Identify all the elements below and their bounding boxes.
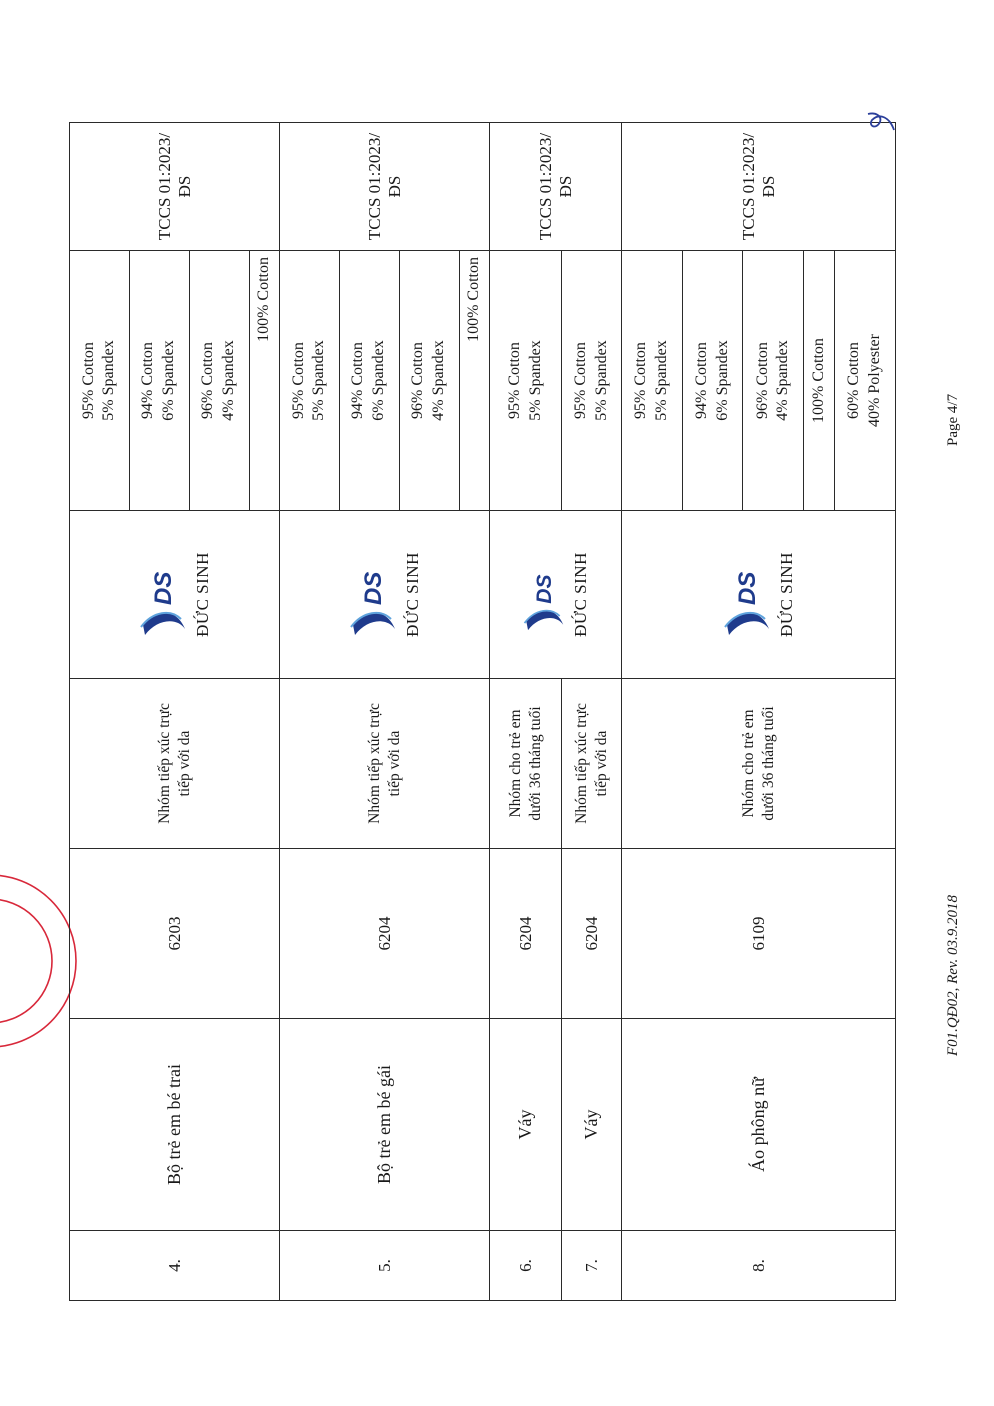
brand-cell: [70, 511, 280, 679]
product-group-line: Nhóm tiếp xúc trực: [366, 703, 384, 824]
composition-item: 96% Cotton 4% Spandex: [189, 251, 249, 510]
brand-name: ĐỨC SINH: [570, 552, 590, 637]
composition-item: 100% Cotton: [464, 257, 482, 342]
product-group-line: Nhóm tiếp xúc trực: [573, 703, 591, 824]
product-name: Bộ trẻ em bé gái: [280, 1019, 490, 1231]
signature-mark: [860, 106, 900, 136]
composition-cell: [562, 251, 622, 511]
ds-logo-icon: [521, 555, 565, 635]
product-group-line: tiếp với da: [592, 730, 610, 797]
standard: TCCS 01:2023/ĐS: [70, 123, 280, 251]
product-name: Áo phông nữ: [622, 1019, 896, 1231]
product-name: Váy: [490, 1019, 562, 1231]
standard: TCCS 01:2023/ĐS: [280, 123, 490, 251]
row-number: 5.: [280, 1231, 490, 1301]
composition-list: [622, 251, 895, 510]
product-group-line: tiếp với da: [385, 730, 403, 797]
ds-logo-icon: [137, 550, 187, 640]
hs-code: 6109: [622, 849, 896, 1019]
product-group: [562, 679, 622, 849]
row-number: 4.: [70, 1231, 280, 1301]
product-group: [490, 679, 562, 849]
composition-cell: [622, 251, 896, 511]
ds-logo-icon: [347, 550, 397, 640]
product-group: [70, 679, 280, 849]
product-group: [622, 679, 896, 849]
row-number: 8.: [622, 1231, 896, 1301]
standard: TCCS 01:2023/ĐS: [622, 123, 896, 251]
composition-item: 94% Cotton 6% Spandex: [129, 251, 189, 510]
table-row: [280, 123, 490, 1301]
composition-item: 94% Cotton 6% Spandex: [339, 251, 399, 510]
table-row: [490, 123, 562, 1301]
composition-item: 95% Cotton 5% Spandex: [70, 251, 129, 510]
hs-code: 6204: [490, 849, 562, 1019]
composition-item: 95% Cotton 5% Spandex: [622, 251, 682, 510]
composition-cell: [280, 251, 490, 511]
composition-item: 95% Cotton 5% Spandex: [505, 340, 544, 421]
table-row: [70, 123, 280, 1301]
brand-logo: [137, 511, 213, 678]
brand-name: ĐỨC SINH: [192, 552, 212, 637]
composition-cell: [70, 251, 280, 511]
product-group: [280, 679, 490, 849]
composition-item: 95% Cotton 5% Spandex: [280, 251, 339, 510]
brand-name: ĐỨC SINH: [776, 552, 796, 637]
ds-logo-icon: [721, 550, 771, 640]
product-name: Váy: [562, 1019, 622, 1231]
composition-item: 94% Cotton 6% Spandex: [682, 251, 743, 510]
page-number: Page 4/7: [945, 393, 961, 446]
composition-item: 100% Cotton: [254, 257, 272, 342]
composition-cell: [490, 251, 562, 511]
composition-item: 96% Cotton 4% Spandex: [743, 251, 804, 510]
hs-code: 6204: [562, 849, 622, 1019]
hs-code: 6203: [70, 849, 280, 1019]
standard: TCCS 01:2023/ĐS: [490, 123, 622, 251]
composition-list: [280, 251, 489, 510]
composition-list: [70, 251, 279, 510]
svg-text:DS: DS: [532, 574, 556, 605]
composition-item: 100% Cotton: [804, 251, 835, 510]
table-row: [562, 123, 622, 1301]
product-group-line: tiếp với da: [175, 730, 193, 797]
svg-text:DS: DS: [149, 572, 177, 606]
product-table: [69, 122, 896, 1301]
row-number: 6.: [490, 1231, 562, 1301]
brand-logo: [721, 511, 797, 678]
form-code: F01.QĐ02, Rev. 03.9.2018: [945, 895, 961, 1056]
brand-cell: [280, 511, 490, 679]
product-name: Bộ trẻ em bé trai: [70, 1019, 280, 1231]
product-group-line: dưới 36 tháng tuổi: [526, 706, 544, 821]
product-group-line: Nhóm tiếp xúc trực: [156, 703, 174, 824]
svg-text:DS: DS: [733, 572, 761, 606]
product-group-line: Nhóm cho trẻ em: [507, 709, 525, 818]
table-row: [622, 123, 896, 1301]
row-number: 7.: [562, 1231, 622, 1301]
product-group-line: dưới 36 tháng tuổi: [759, 706, 777, 821]
composition-item: 96% Cotton 4% Spandex: [399, 251, 459, 510]
product-group-line: Nhóm cho trẻ em: [740, 709, 758, 818]
brand-name: ĐỨC SINH: [402, 552, 422, 637]
brand-cell: [490, 511, 622, 679]
composition-item: 60% Cotton 40% Polyester: [845, 334, 884, 427]
composition-item: 95% Cotton 5% Spandex: [571, 340, 610, 421]
brand-cell: [622, 511, 896, 679]
brand-logo: [347, 511, 423, 678]
brand-logo: [521, 511, 591, 678]
hs-code: 6204: [280, 849, 490, 1019]
svg-text:DS: DS: [359, 572, 387, 606]
